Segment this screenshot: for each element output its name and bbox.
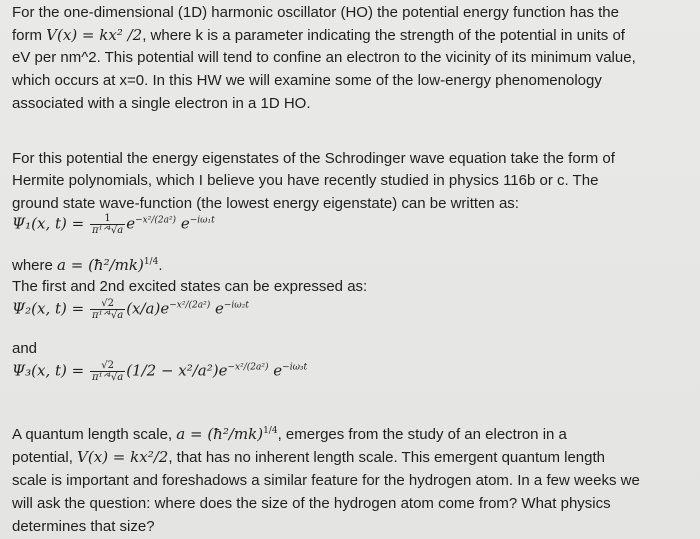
p3-line2-math: V(x) = kx²/2 <box>77 448 169 466</box>
psi1-num: 1 <box>90 213 125 225</box>
psi2-time: e <box>215 299 224 318</box>
and-label: and <box>12 340 38 357</box>
psi2-num: √2 <box>90 298 125 310</box>
psi1-equation <box>12 213 215 236</box>
p3-line4: will ask the question: where does the size of the hydrogen atom come from? What physics <box>12 495 611 512</box>
psi3-time: e <box>273 361 283 380</box>
p2-line3: ground state wave-function (the lowest energy eigenstate) can be written as: <box>12 195 519 212</box>
p3-line5: determines that size? <box>12 518 155 535</box>
p1-line2-post: , where k is a parameter indicating the strength of the potential in units of <box>142 27 625 44</box>
p3-line1 <box>12 425 567 443</box>
psi2-time-sup: −iω₂t <box>223 300 249 311</box>
p3-line1-sup: 1/4 <box>263 426 278 436</box>
p2-line1: For this potential the energy eigenstates of the Schrodinger wave equation take the form of <box>12 150 615 167</box>
p3-line3: scale is important and foreshadows a similar feature for the hydrogen atom. In a few weeks we <box>12 472 640 489</box>
p1-line2-pre: form <box>12 27 47 44</box>
psi2-body: (x/a)e <box>126 299 170 318</box>
p1-line4: which occurs at x=0. In this HW we will examine some of the low-energy phenomenology <box>12 72 602 89</box>
psi3-den: π¹ᐟ⁴√a <box>92 372 124 383</box>
where-post: . <box>158 257 163 274</box>
excited-intro: The first and 2nd excited states can be expressed as: <box>12 278 368 295</box>
p3-line2-post: , that has no inherent length scale. This emergent quantum length <box>168 449 605 466</box>
where-line <box>12 256 162 274</box>
psi1-fraction <box>90 213 125 236</box>
psi3-fraction <box>90 360 125 383</box>
p3-line1-math: a = (ħ²/mk) <box>176 425 264 443</box>
psi1-time: e <box>180 214 190 233</box>
p1-potential-formula: V(x) = kx² /2 <box>46 26 143 44</box>
psi3-lhs: Ψ₃(x, t) = <box>12 361 85 380</box>
psi1-den: π¹ᐟ⁴√a <box>92 225 124 236</box>
where-pre: where <box>12 257 58 274</box>
psi2-den: π¹ᐟ⁴√a <box>92 310 124 321</box>
psi1-time-sup: −iω₁t <box>189 215 215 226</box>
where-math: a = (ħ²/mk) <box>57 256 144 274</box>
psi3-equation <box>12 360 307 383</box>
psi1-lhs: Ψ₁(x, t) = <box>12 214 85 233</box>
p3-line1-post: , emerges from the study of an electron in a <box>277 426 567 443</box>
psi2-fraction <box>90 298 125 321</box>
p3-line1-pre: A quantum length scale, <box>12 426 177 443</box>
psi1-exp: e <box>126 214 136 233</box>
p2-line2: Hermite polynomials, which I believe you have recently studied in physics 116b or c. The <box>12 172 599 189</box>
p3-line2-pre: potential, <box>12 449 78 466</box>
p1-line2 <box>12 26 625 44</box>
psi3-time-sup: −iω₃t <box>282 362 308 373</box>
psi3-num: √2 <box>90 360 125 372</box>
where-sup: 1/4 <box>143 257 159 267</box>
psi2-lhs: Ψ₂(x, t) = <box>12 299 85 318</box>
p1-line1: For the one-dimensional (1D) harmonic oscillator (HO) the potential energy function has the <box>12 4 619 21</box>
psi2-equation <box>12 298 249 321</box>
psi3-sup: −x²/(2a²) <box>227 362 269 373</box>
psi2-sup: −x²/(2a²) <box>169 300 211 311</box>
p1-line5: associated with a single electron in a 1D HO. <box>12 95 311 112</box>
p1-line3: eV per nm^2. This potential will tend to confine an electron to the vicinity of its minimum value, <box>12 49 636 66</box>
psi1-exp-sup: −x²/(2a²) <box>135 215 177 226</box>
psi3-body: (1/2 − x²/a²)e <box>126 361 228 380</box>
p3-line2 <box>12 448 605 466</box>
